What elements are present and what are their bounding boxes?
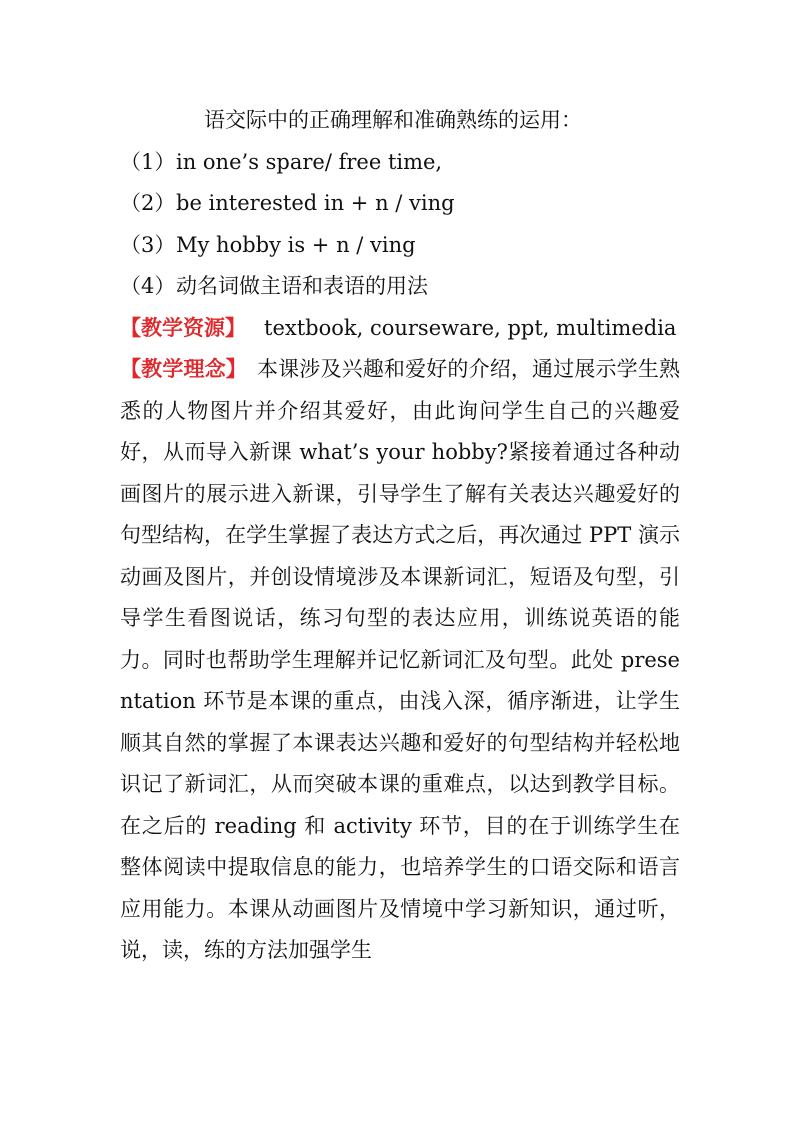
list-text: 动名词做主语和表语的用法 (176, 274, 428, 298)
list-number: （1） (120, 149, 176, 174)
philosophy-text: 本课涉及兴趣和爱好的介绍，通过展示学生熟悉的人物图片并介绍其爱好，由此询问学生自己的兴趣爱好，从而导入新课 what’s your hobby?紧接着通过各种动画图片的展示进入新课，引导学生了解有关表达兴趣爱好的句型结构，在学生掌握了表达方式之后，再次通过 PPT 演示动画及图片，并创设情境涉及本课新词汇，短语及句型，引导学生看图说话，练习句型的表达应用，训练说英语的能力。同时也帮助学生理解并记忆新词汇及句型。此处 presentation 环节是本课的重点，由浅入深，循序渐进，让学生顺其自然的掌握了本课表达兴趣和爱好的句型结构并轻松地识记了新词汇，从而突破本课的重难点，以达到教学目标。在之后的 reading 和 activity 环节，目的在于训练学生在整体阅读中提取信息的能力，也培养学生的口语交际和语言应用能力。本课从动画图片及情境中学习新知识，通过听，说，读，练的方法加强学生 (120, 357, 681, 962)
resources-text: textbook, courseware, ppt, multimedia (264, 315, 677, 340)
list-text: My hobby is + n / ving (176, 232, 416, 257)
list-number: （2） (120, 191, 176, 215)
list-text: be interested in + n / ving (176, 191, 455, 215)
list-item-1 (120, 142, 680, 184)
resources-section (120, 308, 680, 350)
list-item-3 (120, 225, 680, 267)
intro-line: 语交际中的正确理解和准确熟练的运用： (204, 108, 582, 132)
list-number: （3） (120, 232, 176, 257)
list-item-4 (120, 266, 680, 308)
list-item-2 (120, 183, 680, 225)
list-text: in one’s spare/ free time, (176, 149, 443, 174)
philosophy-label: 【教学理念】 (120, 357, 247, 381)
resources-label: 【教学资源】 (120, 315, 246, 340)
philosophy-section (120, 349, 680, 972)
document-body (120, 100, 680, 972)
list-number: （4） (120, 274, 176, 298)
